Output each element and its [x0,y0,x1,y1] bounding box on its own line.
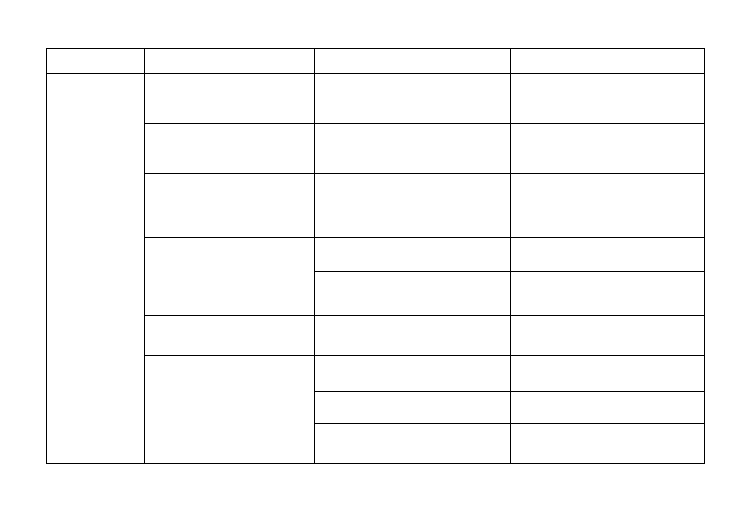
strategy-cell [145,238,315,316]
table-row [47,238,705,272]
table-header-row [47,49,705,74]
strategy-cell [145,316,315,356]
goal-cell [315,124,511,174]
indicator-cell [511,124,705,174]
table-row [47,74,705,124]
indicator-cell [511,272,705,316]
category-cell [47,74,145,464]
goal-cell [315,316,511,356]
header-goal [315,49,511,74]
table-row [47,356,705,392]
strategy-cell [145,124,315,174]
indicator-cell [511,356,705,392]
indicator-cell [511,238,705,272]
goal-cell [315,392,511,424]
header-indicator [511,49,705,74]
goal-cell [315,174,511,238]
goal-cell [315,424,511,464]
indicator-cell [511,74,705,124]
table-row [47,124,705,174]
indicator-cell [511,174,705,238]
indicator-cell [511,424,705,464]
table-row [47,174,705,238]
strategy-table [46,48,705,464]
indicator-cell [511,392,705,424]
header-strategy [145,49,315,74]
table-row [47,316,705,356]
strategy-cell [145,74,315,124]
goal-cell [315,356,511,392]
goal-cell [315,74,511,124]
strategy-cell [145,356,315,464]
header-dimension [47,49,145,74]
goal-cell [315,238,511,272]
goal-cell [315,272,511,316]
indicator-cell [511,316,705,356]
strategy-cell [145,174,315,238]
